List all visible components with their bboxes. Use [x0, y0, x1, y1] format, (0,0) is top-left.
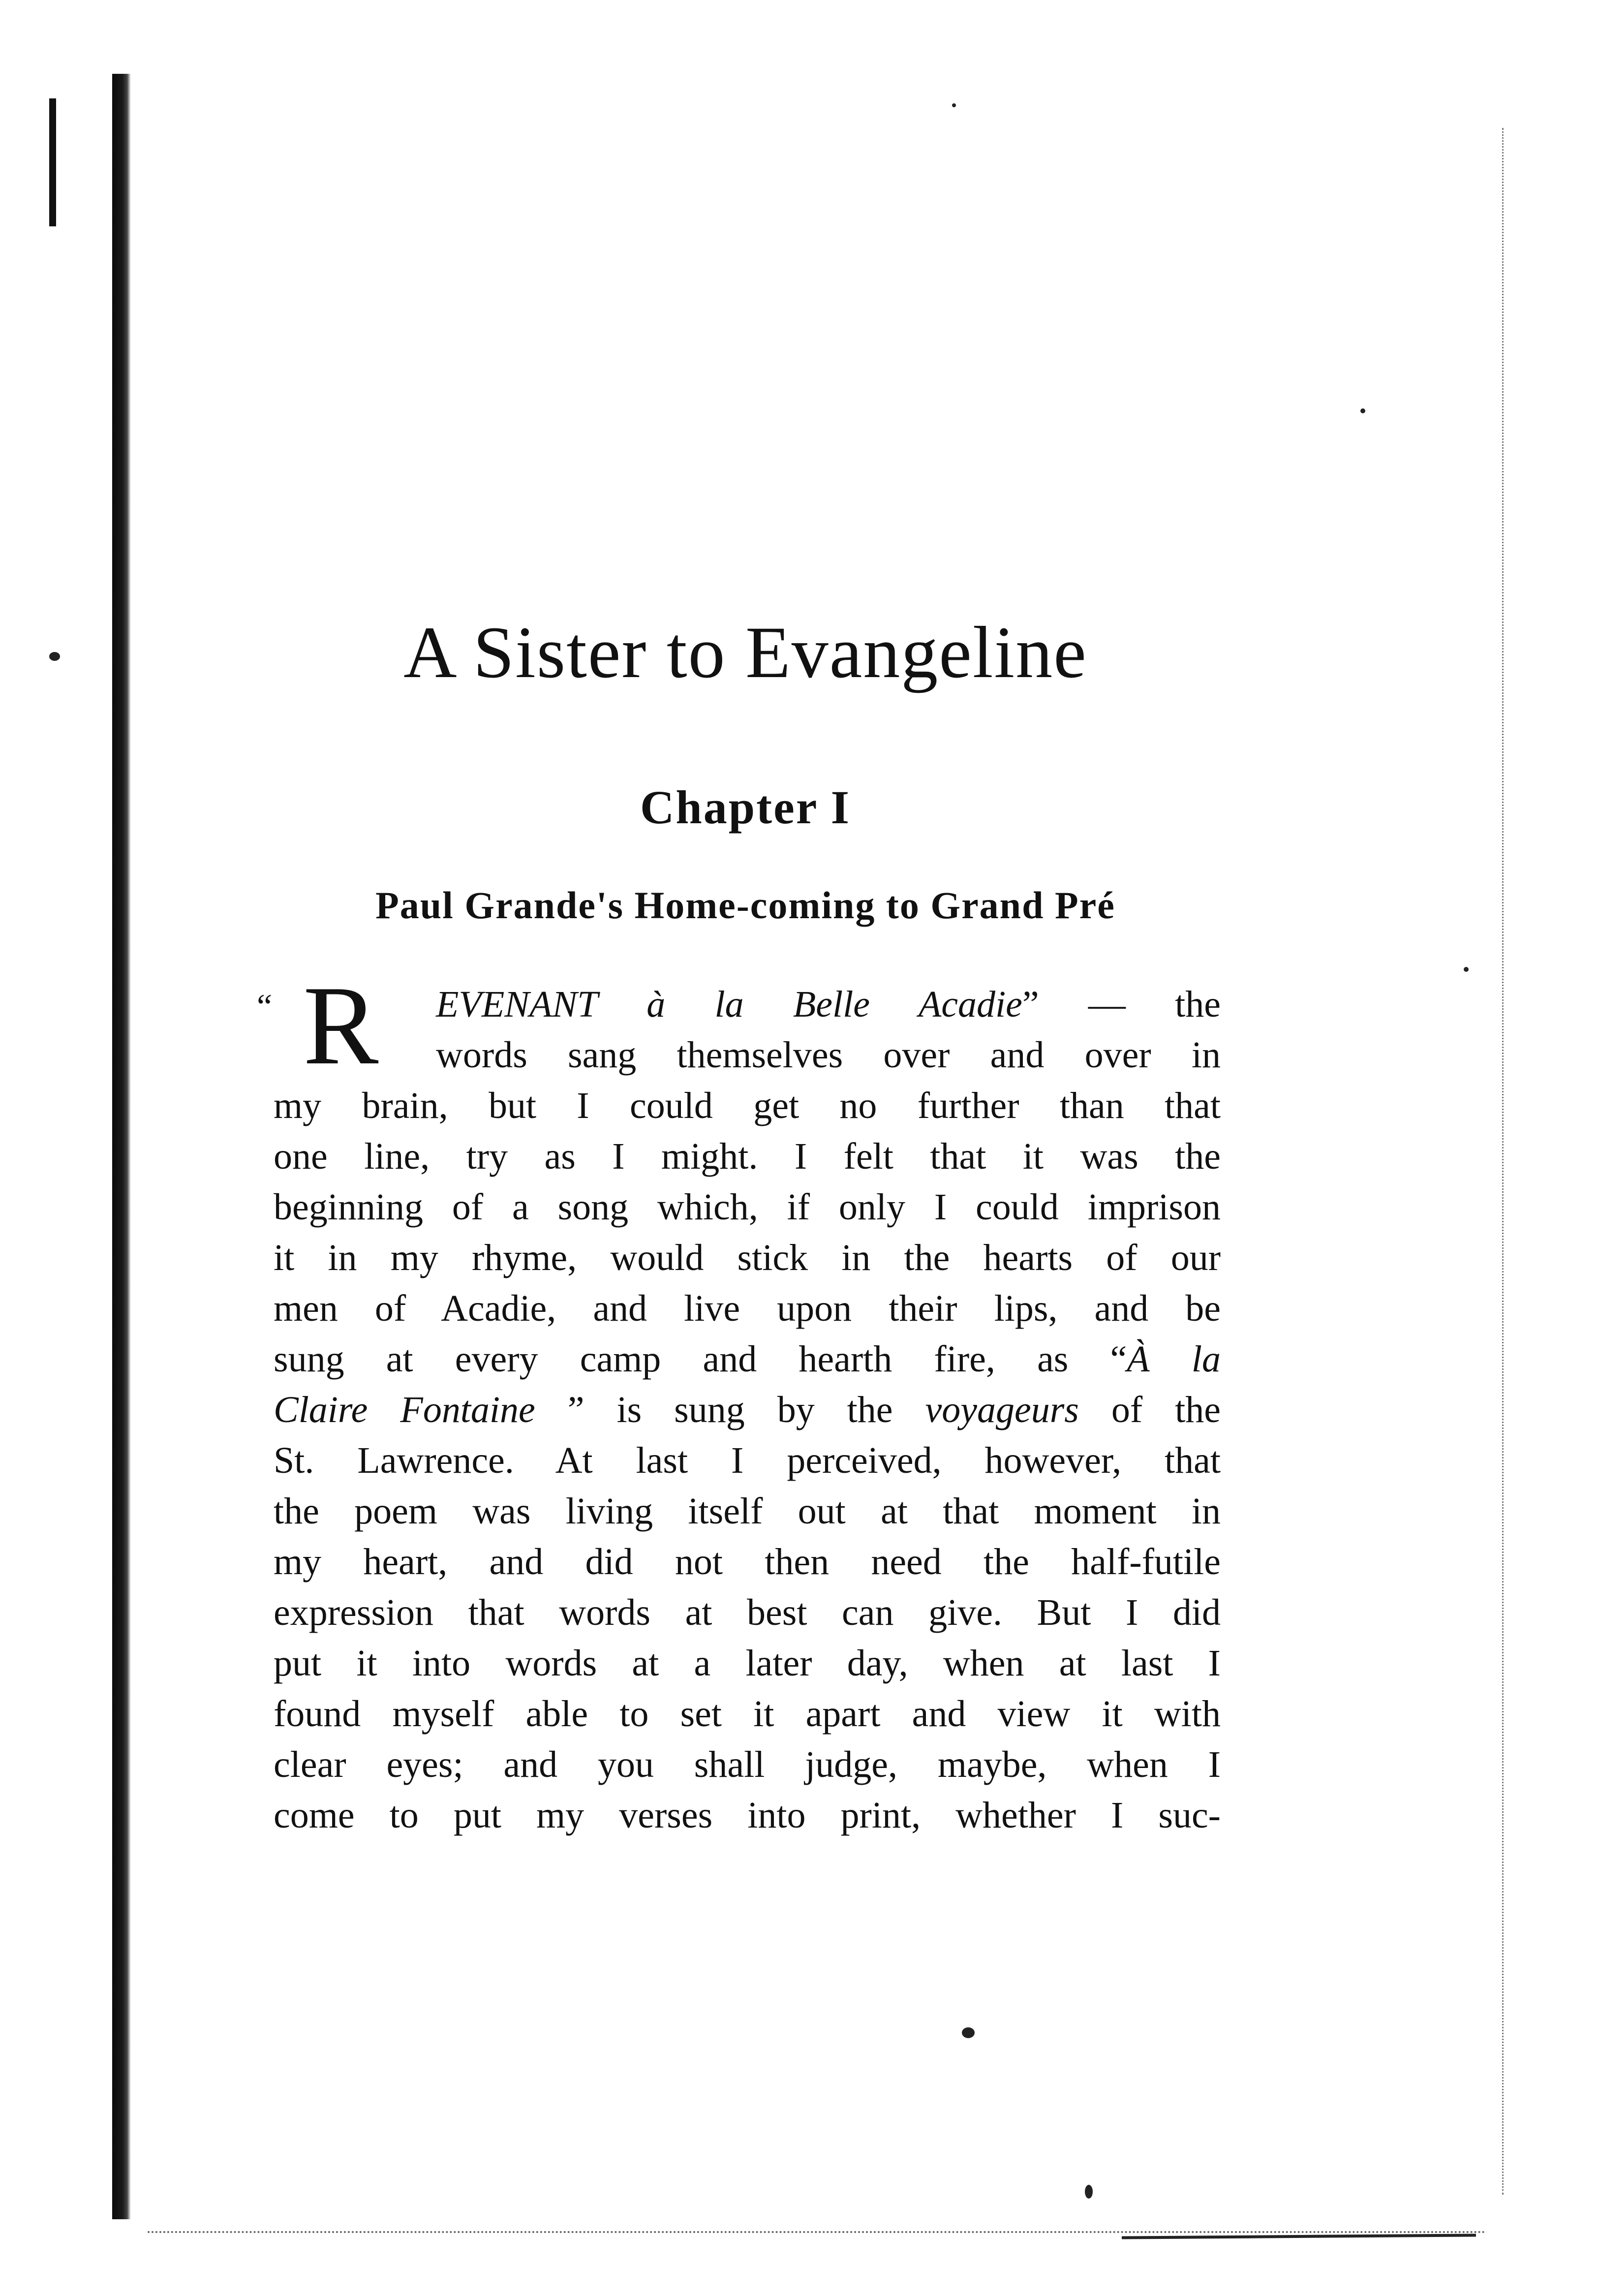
- text-fragment: ” is sung by the: [535, 1389, 925, 1430]
- scan-speck: [1085, 2185, 1093, 2199]
- scan-speck: [962, 2027, 975, 2038]
- text-line: it in my rhyme, would stick in the hearts of our: [274, 1237, 1221, 1278]
- text-line: [274, 979, 1221, 1030]
- text-fragment: ” — the: [1022, 984, 1221, 1025]
- text-line: come to put my verses into print, whether I suc-: [274, 1795, 1221, 1836]
- text-line: put it into words at a later day, when at last I: [274, 1643, 1221, 1684]
- text-line: words sang themselves over and over in: [436, 1034, 1221, 1076]
- text-line: men of Acadie, and live upon their lips, and be: [274, 1288, 1221, 1329]
- text-line: my brain, but I could get no further than that: [274, 1085, 1221, 1126]
- scan-speck: [1360, 408, 1365, 413]
- text-line: St. Lawrence. At last I perceived, however, that: [274, 1440, 1221, 1481]
- italic-phrase: À la: [1127, 1338, 1221, 1380]
- right-page-edge: [1502, 128, 1506, 2195]
- text-line: clear eyes; and you shall judge, maybe, when I: [274, 1744, 1221, 1785]
- text-fragment: of the: [1078, 1389, 1221, 1430]
- opening-quote: “: [257, 988, 273, 1025]
- page-binding-edge: [112, 74, 131, 2219]
- chapter-heading: Chapter I: [640, 781, 851, 834]
- binding-mark: [49, 98, 56, 226]
- text-line: found myself able to set it apart and view it with: [274, 1693, 1221, 1735]
- scan-speck: [1464, 967, 1469, 972]
- text-line: the poem was living itself out at that moment in: [274, 1490, 1221, 1532]
- bottom-ink-stroke: [1122, 2234, 1476, 2239]
- body-paragraph: [257, 962, 1221, 1841]
- text-line: [274, 1334, 1221, 1385]
- text-line: beginning of a song which, if only I could imprison: [274, 1186, 1221, 1228]
- text-line: expression that words at best can give. But I did: [274, 1592, 1221, 1633]
- text-line: [274, 1385, 1221, 1435]
- scan-speck: [952, 103, 956, 107]
- drop-cap: R: [303, 962, 379, 1088]
- text-fragment: sung at every camp and hearth fire, as “: [274, 1338, 1127, 1380]
- bottom-page-edge: [148, 2231, 1486, 2233]
- text-line: my heart, and did not then need the half-futile: [274, 1541, 1221, 1582]
- text-line: one line, try as I might. I felt that it was the: [274, 1136, 1221, 1177]
- chapter-title: Paul Grande's Home-coming to Grand Pré: [375, 884, 1115, 927]
- book-title: A Sister to Evangeline: [403, 612, 1087, 693]
- italic-phrase: EVENANT à la Belle Acadie: [436, 984, 1022, 1025]
- italic-phrase: voyageurs: [925, 1389, 1079, 1430]
- italic-phrase: Claire Fontaine: [274, 1389, 535, 1430]
